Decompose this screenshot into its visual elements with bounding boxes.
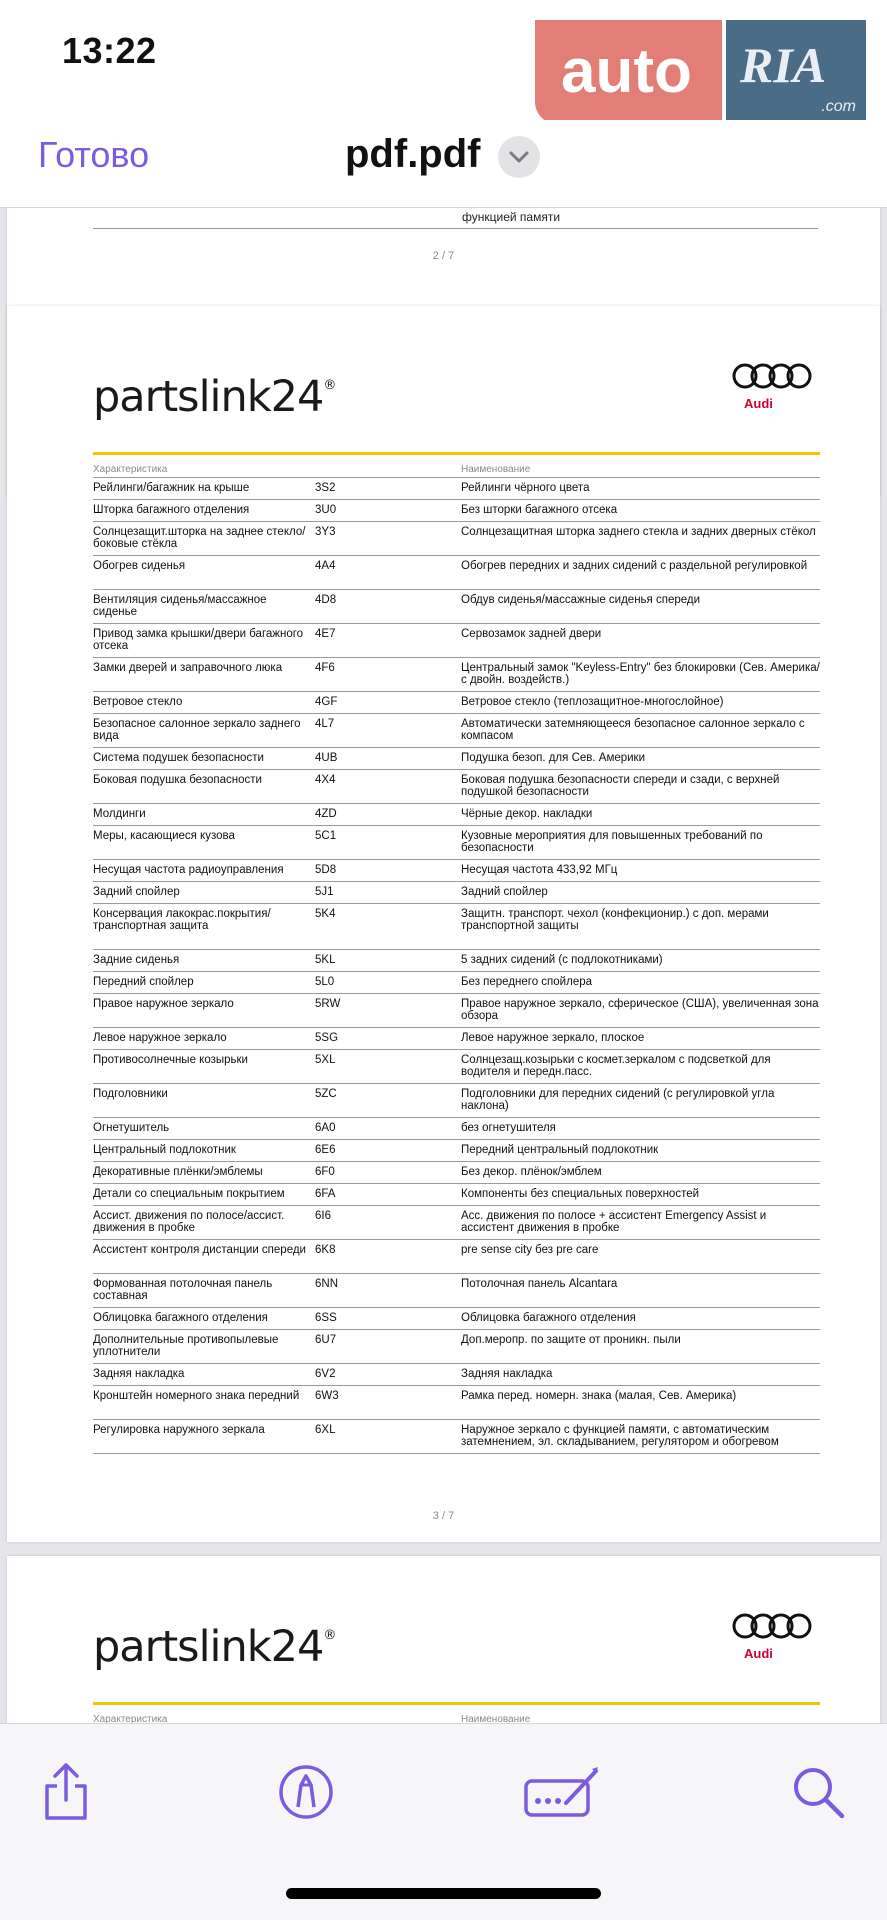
code-cell: 4F6: [315, 662, 335, 674]
done-button[interactable]: Готово: [38, 134, 150, 175]
code-cell: 6E6: [315, 1144, 336, 1156]
header-divider: [93, 452, 820, 455]
partslink24-logo: [93, 372, 335, 428]
code-cell: 6V2: [315, 1368, 336, 1380]
description-cell: Асс. движения по полосе + ассистент Emergency Assist и ассистент движения в пробке: [461, 1210, 767, 1234]
description-cell: Чёрные декор. накладки: [461, 808, 593, 820]
feature-cell: Обогрев сиденья: [93, 560, 186, 572]
table-row: [93, 692, 820, 714]
table-row: [93, 1162, 820, 1184]
feature-cell: Ассист. движения по полосе/ассист. движения в пробке: [93, 1210, 285, 1234]
table-row: [93, 1364, 820, 1386]
document-title[interactable]: pdf.pdf: [345, 132, 481, 176]
page-number: 3 / 7: [432, 1510, 455, 1522]
header-divider: [93, 1702, 820, 1705]
table-row: [93, 1084, 820, 1118]
status-bar: [0, 0, 887, 120]
description-cell: Передний центральный подлокотник: [461, 1144, 659, 1156]
feature-cell: Несущая частота радиоуправления: [93, 864, 284, 876]
table-row: [93, 826, 820, 860]
table-row: [93, 1184, 820, 1206]
code-cell: 5L0: [315, 976, 335, 988]
code-cell: 5C1: [315, 830, 337, 842]
table-row: [93, 556, 820, 590]
logo-text: partslink24: [93, 372, 324, 422]
description-cell: Подушка безоп. для Сев. Америки: [461, 752, 646, 764]
pdf-page-4: [7, 1556, 880, 1723]
feature-cell: Детали со специальным покрытием: [93, 1188, 285, 1200]
status-time: 13:22: [62, 30, 157, 71]
table-row: [93, 522, 820, 556]
description-cell: без огнетушителя: [461, 1122, 556, 1134]
table-row: [93, 1050, 820, 1084]
share-button[interactable]: [34, 1760, 98, 1824]
feature-cell: Система подушек безопасности: [93, 752, 264, 764]
table-row: [93, 994, 820, 1028]
feature-cell: Правое наружное зеркало: [93, 998, 234, 1010]
feature-cell: Шторка багажного отделения: [93, 504, 250, 516]
code-cell: 3Y3: [315, 526, 336, 538]
feature-cell: Солнцезащит.шторка на заднее стекло/боковые стёкла: [93, 526, 306, 550]
description-cell: Обогрев передних и задних сидений с раздельной регулировкой: [461, 560, 808, 572]
feature-cell: Кронштейн номерного знака передний: [93, 1390, 300, 1402]
watermark-ria-logo: [726, 20, 866, 124]
feature-cell: Передний спойлер: [93, 976, 194, 988]
code-cell: 4E7: [315, 628, 336, 640]
code-cell: 5XL: [315, 1054, 336, 1066]
code-cell: 5K4: [315, 908, 336, 920]
column-header-name: Наименование: [461, 464, 531, 475]
description-cell: 5 задних сидений (с подлокотниками): [461, 954, 663, 966]
table-row: [93, 1206, 820, 1240]
markup-pen-icon: [277, 1763, 335, 1821]
signature-button[interactable]: [522, 1760, 602, 1824]
code-cell: 6A0: [315, 1122, 336, 1134]
spec-table: [93, 477, 820, 1454]
feature-cell: Задний спойлер: [93, 886, 180, 898]
code-cell: 6U7: [315, 1334, 337, 1346]
share-icon: [41, 1762, 91, 1822]
audi-label: Audi: [744, 1646, 773, 1661]
table-row: [93, 1330, 820, 1364]
code-cell: 6FA: [315, 1188, 336, 1200]
description-cell: Центральный замок "Keyless-Entry" без блокировки (Сев. Америка/с двойн. воздейств.): [461, 662, 820, 686]
table-row: [93, 1274, 820, 1308]
pdf-page-3: [7, 306, 880, 1542]
feature-cell: Ветровое стекло: [93, 696, 183, 708]
table-row: [93, 770, 820, 804]
audi-label: Audi: [744, 396, 773, 411]
watermark-com-text: .com: [821, 98, 856, 115]
feature-cell: Декоративные плёнки/эмблемы: [93, 1166, 263, 1178]
feature-cell: Левое наружное зеркало: [93, 1032, 227, 1044]
home-indicator[interactable]: [286, 1888, 601, 1899]
table-row: [93, 972, 820, 994]
column-header-feature: Характеристика: [93, 464, 168, 475]
code-cell: 4A4: [315, 560, 336, 572]
description-cell: Сервозамок задней двери: [461, 628, 602, 640]
table-row: [93, 478, 820, 500]
table-row: [93, 1386, 820, 1420]
audi-logo: [732, 362, 822, 411]
table-row: [93, 748, 820, 770]
watermark-auto-text: auto: [535, 20, 722, 124]
table-row: [93, 1118, 820, 1140]
feature-cell: Регулировка наружного зеркала: [93, 1424, 265, 1436]
table-row: [93, 1308, 820, 1330]
table-row: [93, 904, 820, 950]
signature-icon: [522, 1763, 602, 1821]
table-row: [93, 624, 820, 658]
table-row: [93, 1140, 820, 1162]
description-cell: Левое наружное зеркало, плоское: [461, 1032, 645, 1044]
watermark-ria-text: RIA: [740, 37, 827, 93]
description-cell: Солнцезащ.козырьки с космет.зеркалом с подсветкой для водителя и передн.пасс.: [461, 1054, 771, 1078]
description-cell: Защитн. транспорт. чехол (конфекционир.) с доп. мерами транспортной защиты: [461, 908, 769, 932]
description-cell: Компоненты без специальных поверхностей: [461, 1188, 700, 1200]
code-cell: 6F0: [315, 1166, 335, 1178]
code-cell: 5KL: [315, 954, 336, 966]
search-button[interactable]: [786, 1760, 850, 1824]
feature-cell: Рейлинги/багажник на крыше: [93, 482, 250, 494]
feature-cell: Задняя накладка: [93, 1368, 185, 1380]
code-cell: 4X4: [315, 774, 336, 786]
code-cell: 5SG: [315, 1032, 339, 1044]
code-cell: 6XL: [315, 1424, 336, 1436]
table-row: [93, 950, 820, 972]
table-row: [93, 1028, 820, 1050]
chevron-down-icon: [508, 150, 530, 164]
logo-registered-mark: ®: [323, 1628, 336, 1643]
code-cell: 3U0: [315, 504, 337, 516]
description-cell: Ветровое стекло (теплозащитное-многослойное): [461, 696, 724, 708]
feature-cell: Подголовники: [93, 1088, 168, 1100]
table-row: [93, 860, 820, 882]
table-divider: [93, 228, 818, 229]
description-cell: pre sense city без pre care: [461, 1244, 599, 1256]
logo-text: partslink24: [93, 1622, 324, 1672]
description-cell: Подголовники для передних сидений (с регулировкой угла наклона): [461, 1088, 775, 1112]
table-row: [93, 882, 820, 904]
code-cell: 6I6: [315, 1210, 331, 1222]
feature-cell: Противосолнечные козырьки: [93, 1054, 248, 1066]
description-cell: Рамка перед. номерн. знака (малая, Сев. Америка): [461, 1390, 737, 1402]
partslink24-logo: [93, 1622, 335, 1678]
auto-ria-watermark: [535, 20, 866, 124]
feature-cell: Привод замка крышки/двери багажного отсека: [93, 628, 304, 652]
feature-cell: Безопасное салонное зеркало заднего вида: [93, 718, 301, 742]
description-cell: Несущая частота 433,92 МГц: [461, 864, 618, 876]
feature-cell: Огнетушитель: [93, 1122, 170, 1134]
code-cell: 6NN: [315, 1278, 339, 1290]
logo-registered-mark: ®: [323, 378, 336, 393]
code-cell: 5J1: [315, 886, 334, 898]
code-cell: 6W3: [315, 1390, 339, 1402]
feature-cell: Центральный подлокотник: [93, 1144, 236, 1156]
markup-button[interactable]: [274, 1760, 338, 1824]
title-menu-button[interactable]: [498, 136, 540, 178]
feature-cell: Боковая подушка безопасности: [93, 774, 262, 786]
feature-cell: Ассистент контроля дистанции спереди: [93, 1244, 306, 1256]
page2-fragment-text: функцией памяти: [462, 210, 561, 224]
nav-bar: [0, 120, 887, 208]
code-cell: 5RW: [315, 998, 341, 1010]
description-cell: Облицовка багажного отделения: [461, 1312, 636, 1324]
description-cell: Наружное зеркало с функцией памяти, с автоматическим затемнением, эл. складыванием, регулятором и обогревом: [461, 1424, 779, 1448]
feature-cell: Молдинги: [93, 808, 146, 820]
feature-cell: Формованная потолочная панель составная: [93, 1278, 273, 1302]
code-cell: 6K8: [315, 1244, 336, 1256]
feature-cell: Дополнительные противопылевые уплотнители: [93, 1334, 279, 1358]
description-cell: Кузовные мероприятия для повышенных требований по безопасности: [461, 830, 763, 854]
code-cell: 5D8: [315, 864, 337, 876]
table-row: [93, 804, 820, 826]
description-cell: Правое наружное зеркало, сферическое (США), увеличенная зона обзора: [461, 998, 819, 1022]
pdf-viewer[interactable]: [0, 208, 887, 1723]
search-icon: [790, 1764, 846, 1820]
audi-logo: [732, 1612, 822, 1661]
feature-cell: Консервация лакокрас.покрытия/транспортная защита: [93, 908, 271, 932]
column-header-name: Наименование: [461, 1714, 531, 1723]
description-cell: Рейлинги чёрного цвета: [461, 482, 590, 494]
feature-cell: Меры, касающиеся кузова: [93, 830, 235, 842]
description-cell: Боковая подушка безопасности спереди и сзади, с верхней подушкой безопасности: [461, 774, 780, 798]
description-cell: Автоматически затемняющееся безопасное салонное зеркало с компасом: [461, 718, 805, 742]
description-cell: Доп.меропр. по защите от проникн. пыли: [461, 1334, 681, 1346]
page-number: 2 / 7: [432, 250, 455, 262]
description-cell: Без шторки багажного отсека: [461, 504, 618, 516]
table-row: [93, 714, 820, 748]
column-header-feature: Характеристика: [93, 1714, 168, 1723]
description-cell: Без декор. плёнок/эмблем: [461, 1166, 602, 1178]
description-cell: Задний спойлер: [461, 886, 548, 898]
table-row: [93, 500, 820, 522]
table-row: [93, 590, 820, 624]
table-row: [93, 658, 820, 692]
description-cell: Солнцезащитная шторка заднего стекла и задних дверных стёкол: [461, 526, 816, 538]
description-cell: Потолочная панель Alcantara: [461, 1278, 618, 1290]
description-cell: Без переднего спойлера: [461, 976, 593, 988]
code-cell: 4UB: [315, 752, 338, 764]
table-row: [93, 1240, 820, 1274]
table-row: [93, 1420, 820, 1454]
code-cell: 4D8: [315, 594, 337, 606]
description-cell: Задняя накладка: [461, 1368, 553, 1380]
code-cell: 5ZC: [315, 1088, 337, 1100]
audi-rings-icon: [732, 362, 814, 392]
feature-cell: Замки дверей и заправочного люка: [93, 662, 283, 674]
feature-cell: Облицовка багажного отделения: [93, 1312, 268, 1324]
feature-cell: Вентиляция сиденья/массажное сиденье: [93, 594, 267, 618]
code-cell: 4ZD: [315, 808, 337, 820]
audi-rings-icon: [732, 1612, 814, 1642]
description-cell: Обдув сиденья/массажные сиденья спереди: [461, 594, 701, 606]
code-cell: 4GF: [315, 696, 338, 708]
feature-cell: Задние сиденья: [93, 954, 180, 966]
code-cell: 4L7: [315, 718, 335, 730]
code-cell: 3S2: [315, 482, 336, 494]
code-cell: 6SS: [315, 1312, 337, 1324]
